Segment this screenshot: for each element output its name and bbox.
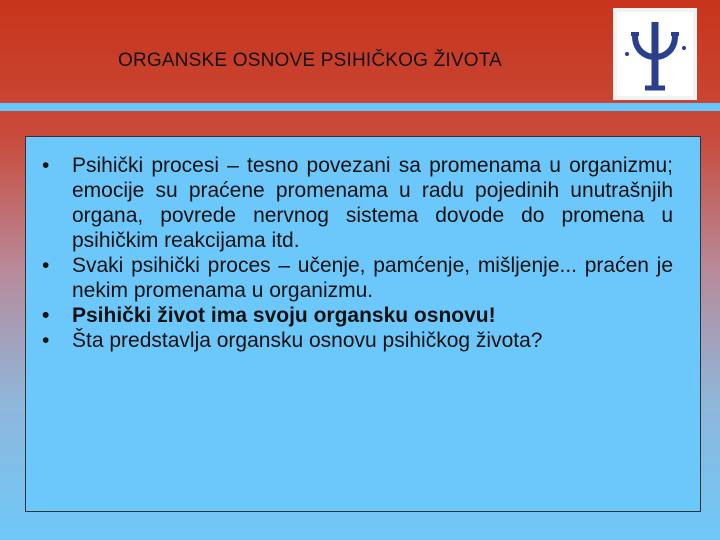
bullet-item [26,153,702,253]
bullet-text: Svaki psihički proces – učenje, pamćenje, mišljenje... praćen je nekim promenama u organizmu. [72,254,673,302]
bullet-dot: • [42,304,50,327]
psi-icon [617,12,693,96]
bullet-text: Psihički procesi – tesno povezani sa promenama u organizmu; emocije su praćene promenama u radu pojedinih unutrašnjih organa, povrede nervnog sistema dovode do promena u psihičkim reakcijama itd. [72,154,673,252]
slide-title: ORGANSKE OSNOVE PSIHIČKOG ŽIVOTA [118,50,503,71]
bullet-dot: • [42,254,50,277]
bullet-dot: • [42,154,50,177]
bullet-text: Psihički život ima svoju organsku osnovu! [72,304,496,327]
bullet-item [26,253,702,303]
bullet-dot: • [42,329,50,352]
content-box [25,136,701,512]
title-bar [0,0,720,105]
divider-rule [0,103,720,111]
bullet-list [26,153,702,353]
logo [613,8,697,100]
bullet-item [26,303,702,328]
bullet-item [26,328,702,353]
bullet-text: Šta predstavlja organsku osnovu psihičkog života? [72,329,543,352]
